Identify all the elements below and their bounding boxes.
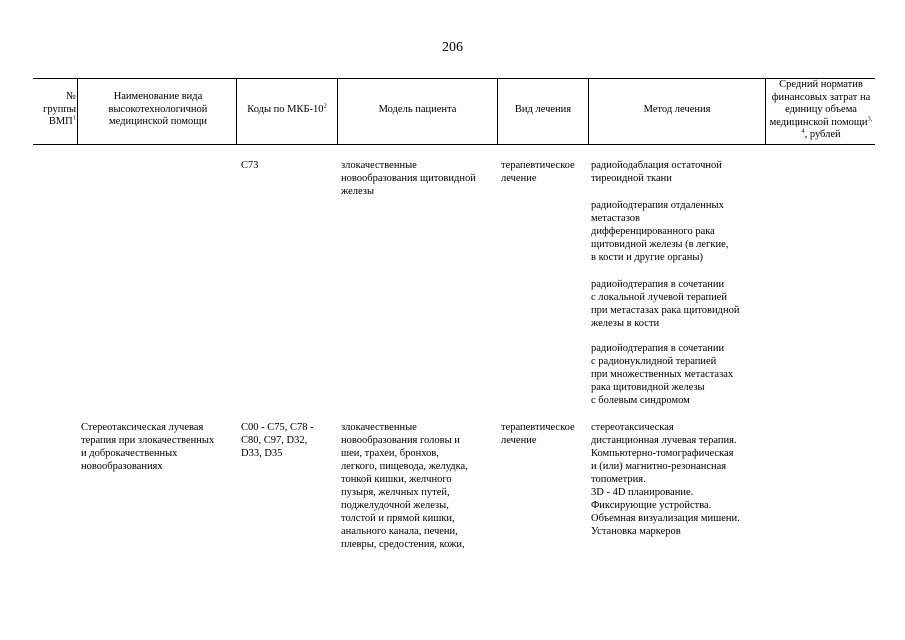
row1-method-2: радиойодтерапия отдаленных метастазов дифференцированного рака щитовидной железы (в легкие, в кости и другие органы) <box>591 200 729 263</box>
row2-care-type-name: Стереотаксическая лучевая терапия при злокачественных и доброкачественных новообразованиях <box>81 422 215 472</box>
row2-treatment-type: терапевтическое лечение <box>501 422 575 446</box>
row1-treatment-type: терапевтическое лечение <box>501 160 575 184</box>
header-divider <box>236 78 237 144</box>
header-col-patient-model: Модель пациента <box>378 104 457 115</box>
header-col-icd-codes: Коды по МКБ-$10^2$ <box>247 102 327 115</box>
row1-method-3: радиойодтерапия в сочетании с локальной лучевой терапией при метастазах рака щитовидной железы в кости <box>591 279 740 329</box>
header-col-cost-standard: Средний норматив финансовых затрат на единицу объема медицинской помощи$^{3, 4}$, рублей <box>769 79 873 140</box>
header-col-group-number: № группы ВМП$^1$ <box>43 91 76 127</box>
row2-method-1: стереотаксическая дистанционная лучевая терапия. Компьютерно-томографическая и (или) магнитно-резонансная топометрия. 3D - 4D планирование. Фиксирующие устройства. Объемная визуализация мишени. Установка маркеров <box>591 422 740 537</box>
row2-icd-codes: C00 - C75, C78 - C80, C97, D32, D33, D35 <box>241 422 314 459</box>
page-number: 206 <box>442 40 463 55</box>
row2-patient-model: злокачественные новообразования головы и шеи, трахеи, бронхов, легкого, пищевода, желудка, тонкой кишки, желчного пузыря, желчных путей, поджелудочной железы, толстой и прямой кишки, анального канала, печени, плевры, средостения, кожи, <box>341 422 468 550</box>
header-col-treatment-type: Вид лечения <box>514 104 572 115</box>
header-divider <box>765 78 766 144</box>
row1-method-4: радиойодтерапия в сочетании с радионуклидной терапией при множественных метастазах рака щитовидной железы с болевым синдромом <box>591 343 734 406</box>
header-col-treatment-method: Метод лечения <box>643 104 711 115</box>
header-divider <box>337 78 338 144</box>
header-divider <box>588 78 589 144</box>
header-col-care-type: Наименование вида высокотехнологичной медицинской помощи <box>108 91 208 127</box>
row1-patient-model: злокачественные новообразования щитовидной железы <box>341 160 476 197</box>
header-divider <box>77 78 78 144</box>
header-divider <box>497 78 498 144</box>
header-bottom-rule <box>33 144 875 145</box>
row1-method-1: радиойодаблация остаточной тиреоидной ткани <box>591 160 722 184</box>
header-top-rule <box>33 78 875 79</box>
row1-icd-codes: C73 <box>241 160 259 171</box>
